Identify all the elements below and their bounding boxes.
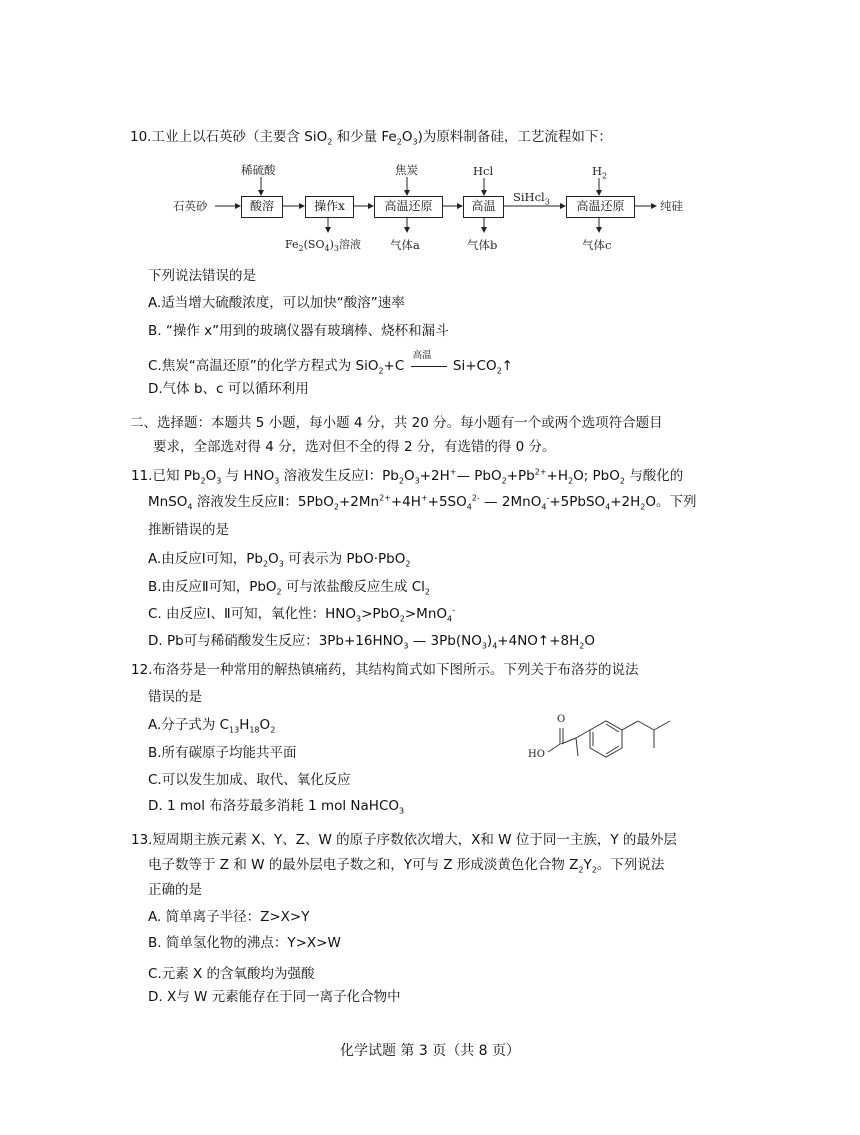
flow-end: 纯硅	[660, 199, 683, 213]
q12-option-d: D. 1 mol 布洛芬最多消耗 1 mol NaHCO$_3$	[148, 798, 405, 816]
flow-output-gas-b: 气体b	[467, 238, 498, 252]
q10-prompt: 下列说法错误的是	[148, 268, 256, 284]
flow-input-h2: $H_2$	[592, 164, 608, 181]
q13-stem-line3: 正确的是	[148, 882, 202, 898]
flow-output-gas-a: 气体a	[390, 238, 420, 252]
flow-mid-sihcl3: SiHcl$_3$	[513, 190, 550, 207]
q11-stem-line2: MnSO$_4$ 溶液发生反应Ⅱ：$5PbO_2+2Mn^{2+}+4H^++5SO_4^{2-}$ — $2MnO_4^-+5PbSO_4+2H_2O$。下列	[148, 493, 697, 512]
q11-option-b: B.由反应Ⅱ可知，PbO$_2$ 可与浓盐酸反应生成 $Cl_2$	[148, 579, 430, 597]
q13-option-d: D. X与 W 元素能存在于同一离子化合物中	[148, 989, 401, 1005]
q12-option-b: B.所有碳原子均能共平面	[148, 745, 297, 761]
q11-option-c: C. 由反应Ⅰ、Ⅱ可知，氧化性：$HNO_3>PbO_2>MnO_4^-$	[148, 605, 455, 624]
section2-instructions-line2: 要求，全部选对得 4 分，选对但不全的得 2 分，有选错的得 0 分。	[153, 439, 556, 455]
flow-output-gas-c: 气体c	[582, 238, 612, 252]
q13-option-c: C.元素 X 的含氧酸均为强酸	[148, 966, 315, 982]
q10-option-d: D.气体 b、c 可以循环利用	[148, 381, 309, 397]
q12-stem-line1: 12.布洛芬是一种常用的解热镇痛药，其结构简式如下图所示。下列关于布洛芬的说法	[131, 662, 639, 678]
ibuprofen-bonds	[520, 708, 680, 778]
flow-box-high-temp-reduce-2: 高温还原	[566, 196, 635, 218]
flow-box-high-temp-reduce-1: 高温还原	[374, 196, 443, 218]
q11-stem-line1: 11.已知 $Pb_2O_3$ 与 $HNO_3$ 溶液发生反应Ⅰ：$Pb_2O_3+2H^+—$ $PbO_2+Pb^{2+}+H_2O$; PbO$_2$ 与酸化的	[131, 467, 684, 486]
flow-input-hcl: Hcl	[473, 164, 494, 178]
flow-box-acid-dissolve: 酸溶	[241, 196, 283, 218]
flow-box-high-temp: 高温	[463, 196, 504, 218]
reaction-equals-line	[411, 366, 447, 367]
ibuprofen-hydroxyl-ho: HO	[528, 749, 545, 760]
flow-box-operation-x: 操作x	[305, 196, 354, 218]
q10-option-a: A.适当增大硫酸浓度，可以加快“酸溶”速率	[148, 295, 405, 311]
q10-option-c: C.焦炭“高温还原”的化学方程式为 SiO$_2$+C 高温 $Si+CO_2↑$	[148, 357, 513, 375]
q11-option-a: A.由反应Ⅰ可知，$Pb_2O_3$ 可表示为 PbO·PbO$_2$	[148, 551, 411, 569]
q12-stem-line2: 错误的是	[148, 689, 202, 705]
q10-stem: 10.工业上以石英砂（主要含 SiO$_2$ 和少量 $Fe_2O_3$)为原料制备硅，工艺流程如下：	[130, 129, 612, 147]
section2-instructions-line1: 二、选择题：本题共 5 小题，每小题 4 分，共 20 分。每小题有一个或两个选项符合题目	[130, 415, 663, 431]
flow-start: 石英砂	[173, 199, 208, 213]
flow-input-sulfuric-acid: 稀硫酸	[241, 163, 276, 177]
q13-stem-line2: 电子数等于 Z 和 W 的最外层电子数之和，Y可与 Z 形成淡黄色化合物 $Z_2Y_2$。下列说法	[148, 857, 665, 875]
reaction-condition: 高温	[412, 350, 432, 361]
q11-stem-line3: 推断错误的是	[148, 522, 229, 538]
page-footer: 化学试题 第 3 页（共 8 页）	[339, 1043, 521, 1059]
flow-input-coke: 焦炭	[395, 163, 418, 177]
q12-option-a: A.分子式为 $C_{13}H_{18}O_2$	[148, 717, 276, 735]
flow-arrows	[0, 0, 860, 270]
ibuprofen-carbonyl-o: O	[557, 714, 566, 725]
q13-stem-line1: 13.短周期主族元素 X、Y、Z、W 的原子序数依次增大，X和 W 位于同一主族，Y 的最外层	[131, 832, 677, 848]
q12-option-c: C.可以发生加成、取代、氧化反应	[148, 772, 351, 788]
q13-option-a: A. 简单离子半径：Z>X>Y	[148, 909, 310, 925]
q11-option-d: D. Pb可与稀硝酸发生反应：$3Pb+16HNO_3$ — $3Pb(NO_3)_4+4NO↑+8H_2O$	[148, 633, 596, 651]
q13-option-b: B. 简单氢化物的沸点：Y>X>W	[148, 935, 341, 951]
flow-output-fe-sulfate: $Fe_2(SO_4)_3$溶液	[285, 238, 361, 254]
q10-option-b: B. “操作 x”用到的玻璃仪器有玻璃棒、烧杯和漏斗	[148, 323, 449, 339]
